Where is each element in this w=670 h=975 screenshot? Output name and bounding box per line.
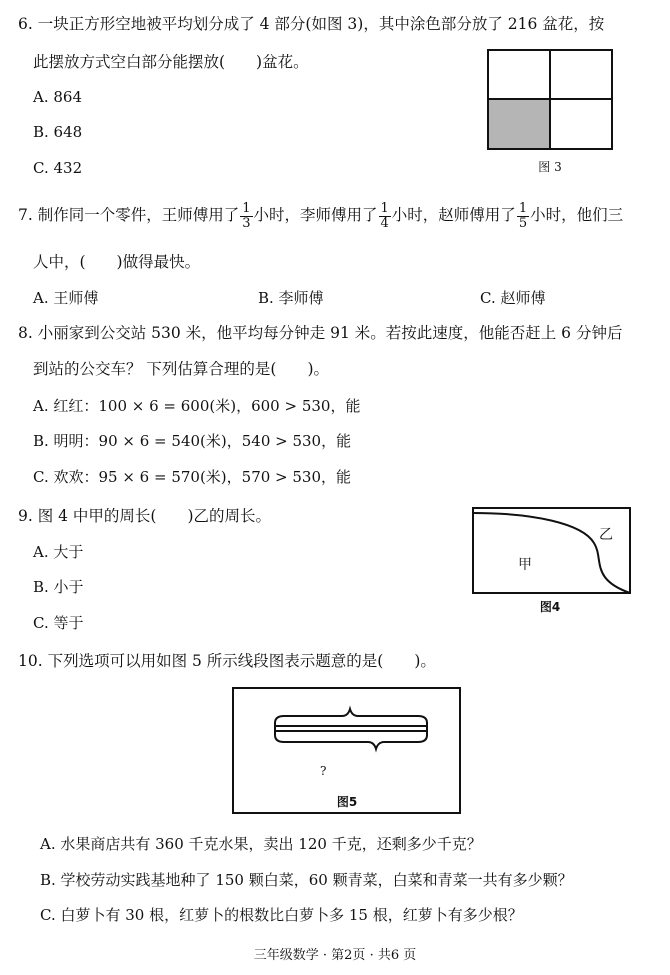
q6-line-2: 此摆放方式空白部分能摆放( )盆花。 [33,53,309,71]
q9-line-1: 9. 图 4 中甲的周长( )乙的周长。 [18,507,272,525]
q6-option-a: A. 864 [33,88,82,106]
figure-3-caption: 图 3 [538,160,562,174]
q8-option-a: A. 红红：100 × 6 = 600(米)，600 > 530，能 [33,397,361,415]
q7-text-4: 小时，他们三 [530,206,624,224]
q7-text-1: 7. 制作同一个零件，王师傅用了 [18,206,240,224]
figure-5-caption: 图5 [336,795,358,809]
fraction-one-fourth: $\frac{1}{4}$ [380,200,389,231]
fraction-one-fifth: $\frac{1}{5}$ [518,200,528,231]
label-yi: 乙 [599,527,613,543]
q6-option-c: C. 432 [33,159,83,177]
q7-option-c: C. 赵师傅 [480,289,546,307]
q9-option-b: B. 小于 [33,578,84,596]
q7-line-2: 人中，( )做得最快。 [33,253,201,271]
q7-text-2: 小时，李师傅用了 [253,206,378,224]
q10-option-c: C. 白萝卜有 30 根，红萝卜的根数比白萝卜多 15 根，红萝卜有多少根？ [40,906,523,924]
q7-option-b: B. 李师傅 [258,289,324,307]
q7-line-1 [18,200,623,231]
page-footer: 三年级数学 · 第2页 · 共6 页 [253,948,417,963]
q10-line-1: 10. 下列选项可以用如图 5 所示线段图表示题意的是( )。 [18,652,436,670]
q10-option-b: B. 学校劳动实践基地种了 150 颗白菜，60 颗青菜，白菜和青菜一共有多少颗？ [40,871,573,889]
q6-option-b: B. 648 [33,123,83,141]
q7-text-3: 小时，赵师傅用了 [391,206,516,224]
q8-option-b: B. 明明：90 × 6 = 540(米)，540 > 530，能 [33,432,352,450]
q9-option-a: A. 大于 [33,543,84,561]
fraction-one-third: $\frac{1}{3}$ [242,200,251,231]
figure-4-rectangle [472,507,632,595]
figure-4-caption: 图4 [539,600,561,614]
shaded-quarter [488,99,550,149]
label-jia: 甲 [518,557,532,573]
top-brace [275,709,427,723]
q7-option-a: A. 王师傅 [33,289,99,307]
q8-option-c: C. 欢欢：95 × 6 = 570(米)，570 > 530，能 [33,468,352,486]
bottom-brace [275,735,427,749]
figure-3-square-grid [487,49,613,151]
q8-line-1: 8. 小丽家到公交站 530 米，他平均每分钟走 91 米。若按此速度，他能否赶上 6 分钟后 [18,324,623,342]
question-mark: ? [320,764,327,778]
q8-line-2: 到站的公交车？ 下列估算合理的是( )。 [33,360,330,378]
q6-line-1: 6. 一块正方形空地被平均划分成了 4 部分(如图 3)，其中涂色部分放了 216 盆花，按 [18,15,605,33]
q9-option-c: C. 等于 [33,614,84,632]
q10-option-a: A. 水果商店共有 360 千克水果，卖出 120 千克，还剩多少千克？ [40,835,482,853]
